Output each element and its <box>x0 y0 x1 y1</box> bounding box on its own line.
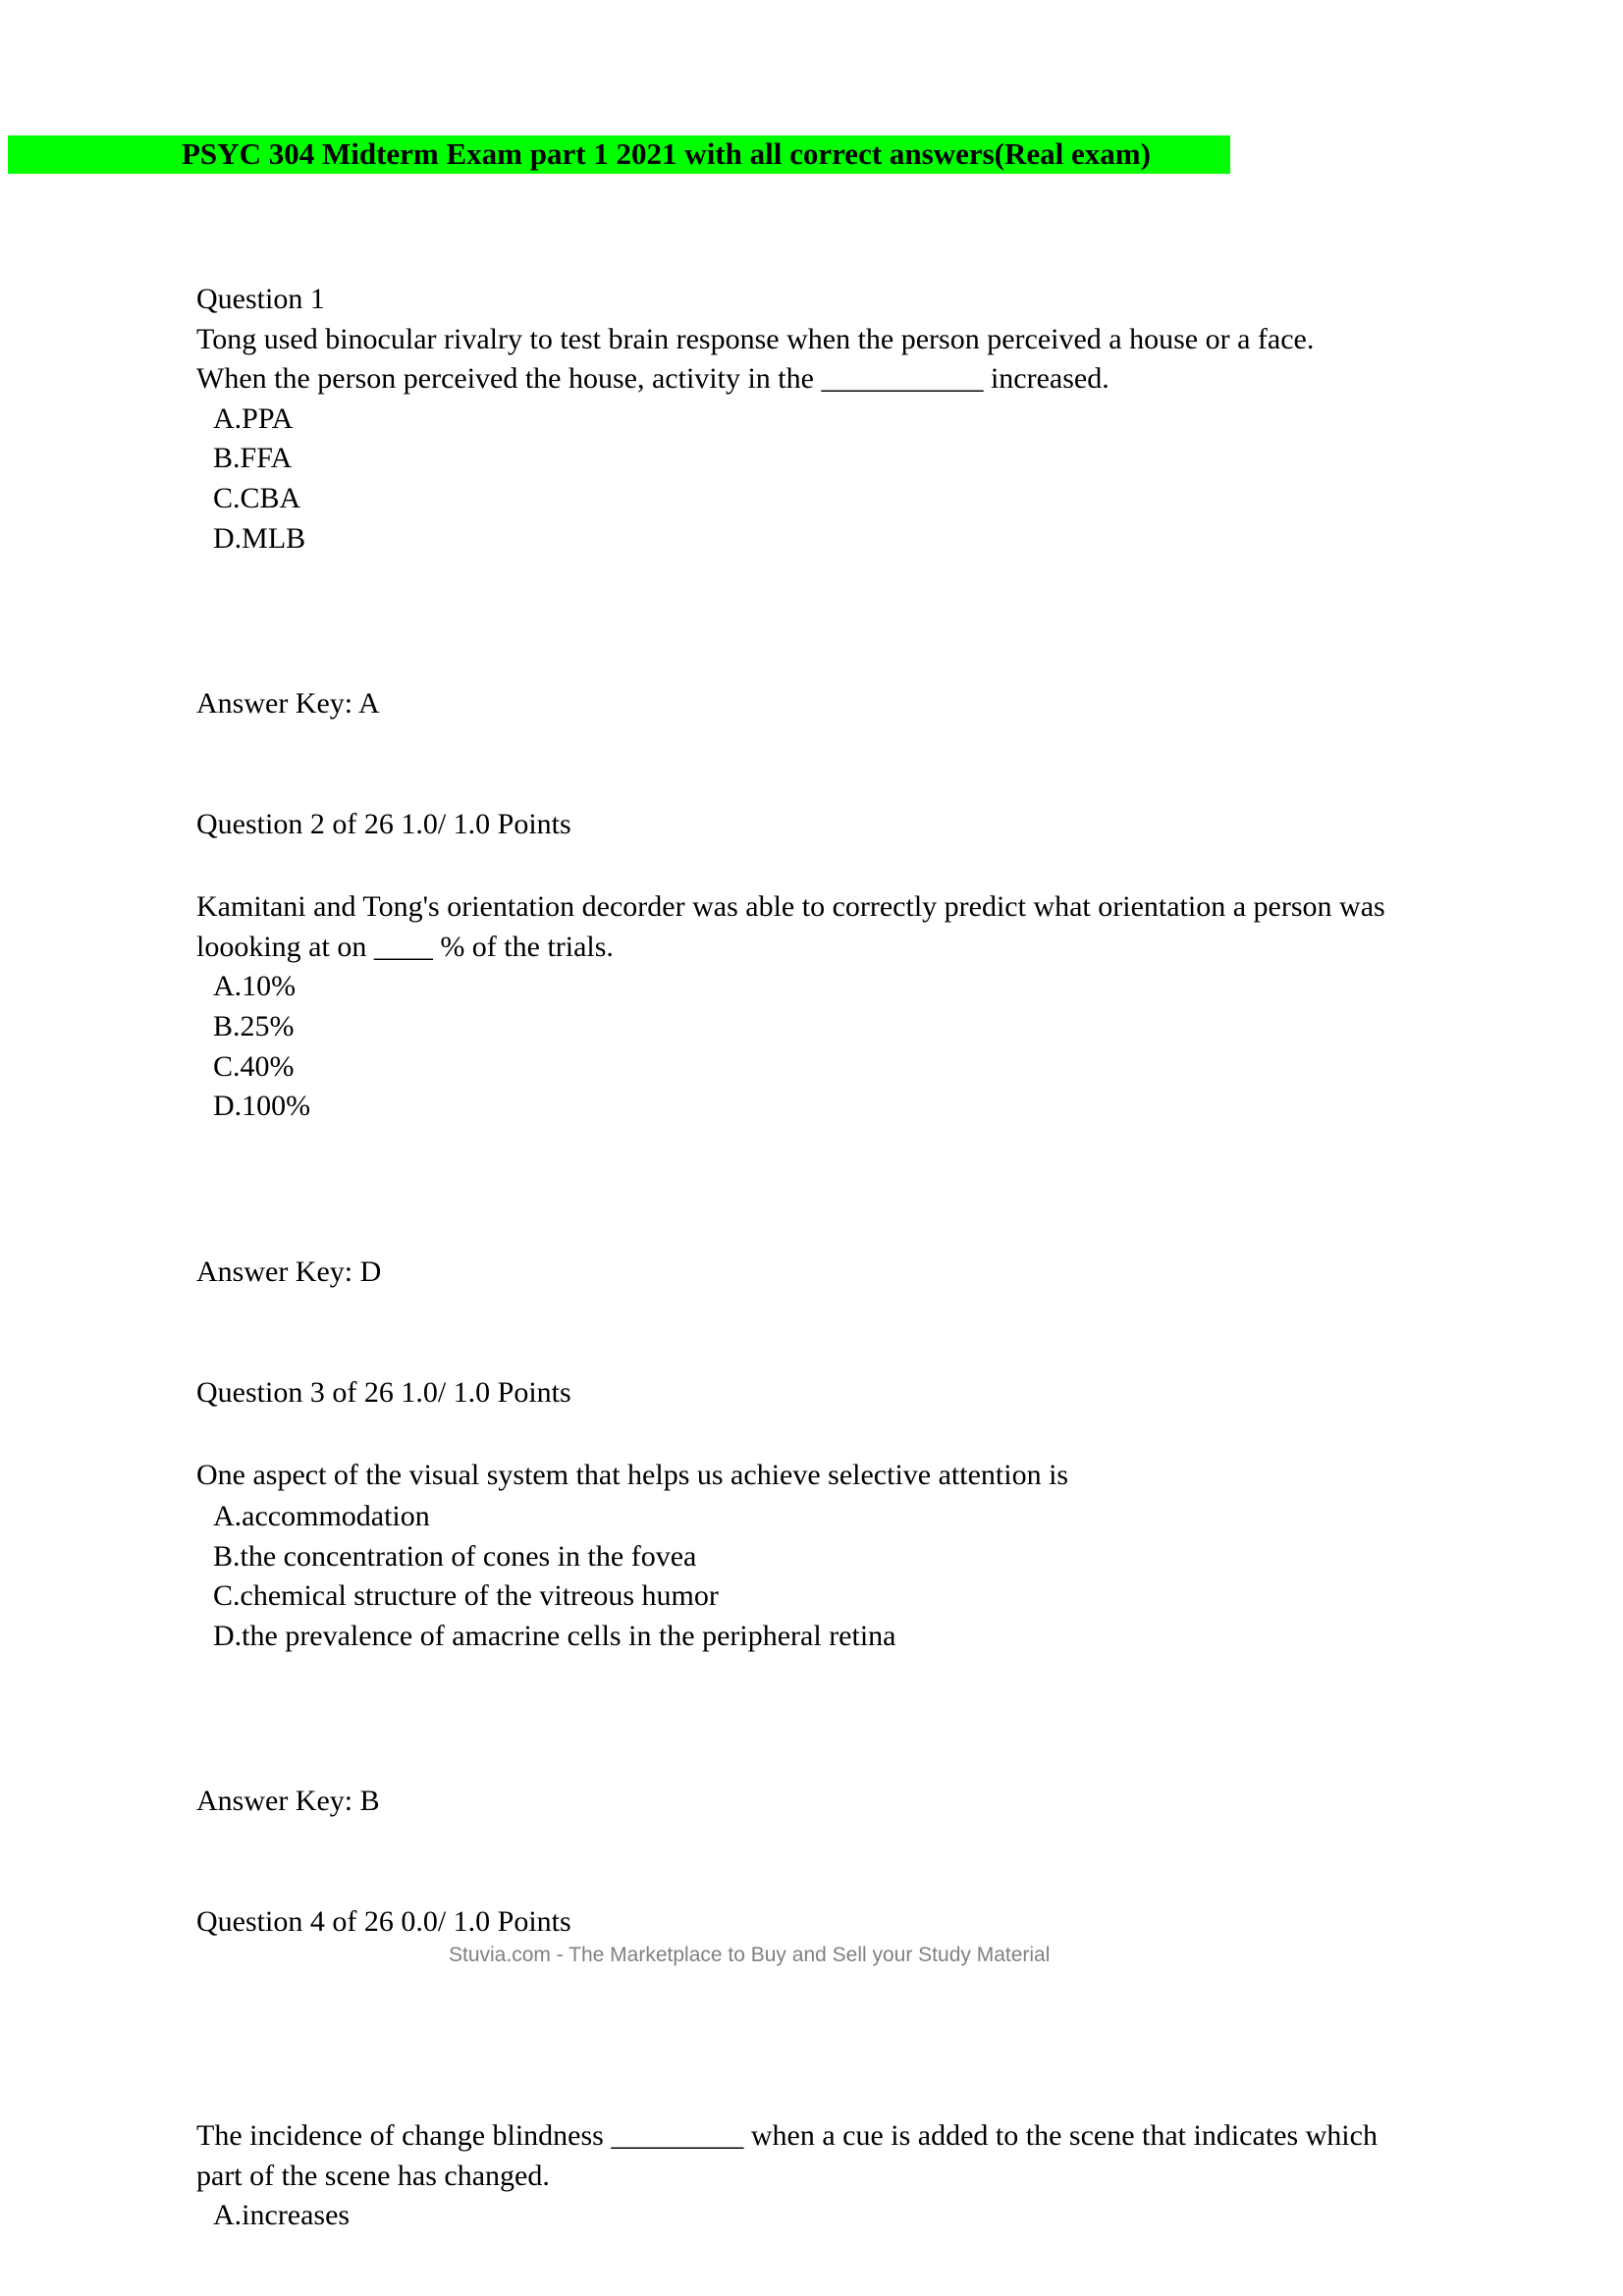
document-title: PSYC 304 Midterm Exam part 1 2021 with all correct answers(Real exam) <box>182 136 1151 171</box>
page-footer: Stuvia.com - The Marketplace to Buy and Sell your Study Material <box>449 1944 1051 1966</box>
question-1-header: Question 1 <box>196 283 325 315</box>
question-4-header: Question 4 of 26 0.0/ 1.0 Points <box>196 1905 571 1938</box>
question-3-option: C.chemical structure of the vitreous humor <box>213 1579 719 1612</box>
question-1-option: B.FFA <box>213 442 293 474</box>
question-2-option: B.25% <box>213 1010 295 1042</box>
question-1-option: D.MLB <box>213 522 306 555</box>
question-2-option: A.10% <box>213 970 297 1002</box>
question-1-option: A.PPA <box>213 402 294 435</box>
question-4-text: part of the scene has changed. <box>196 2160 550 2192</box>
question-3-header: Question 3 of 26 1.0/ 1.0 Points <box>196 1376 571 1409</box>
question-1-text: Tong used binocular rivalry to test brain response when the person perceived a house or a face. <box>196 323 1315 355</box>
question-1-text: When the person perceived the house, activity in the ___________ increased. <box>196 362 1109 395</box>
question-1-option: C.CBA <box>213 482 301 514</box>
question-3-option: B.the concentration of cones in the fovea <box>213 1540 697 1573</box>
question-4-text: The incidence of change blindness _________ when a cue is added to the scene that indicates which <box>196 2119 1378 2152</box>
question-3-answer: Answer Key: B <box>196 1785 380 1817</box>
question-2-text: loooking at on ____ % of the trials. <box>196 931 614 963</box>
question-1-answer: Answer Key: A <box>196 687 380 720</box>
question-2-text: Kamitani and Tong's orientation decorder was able to correctly predict what orientation a person was <box>196 890 1385 923</box>
question-3-option: A.accommodation <box>213 1500 430 1532</box>
question-3-option: D.the prevalence of amacrine cells in the peripheral retina <box>213 1620 896 1652</box>
question-2-option: C.40% <box>213 1050 295 1083</box>
question-4-option: A.increases <box>213 2199 351 2231</box>
question-2-answer: Answer Key: D <box>196 1255 382 1288</box>
question-2-header: Question 2 of 26 1.0/ 1.0 Points <box>196 808 571 840</box>
question-3-text: One aspect of the visual system that helps us achieve selective attention is <box>196 1459 1069 1491</box>
question-2-option: D.100% <box>213 1090 311 1122</box>
